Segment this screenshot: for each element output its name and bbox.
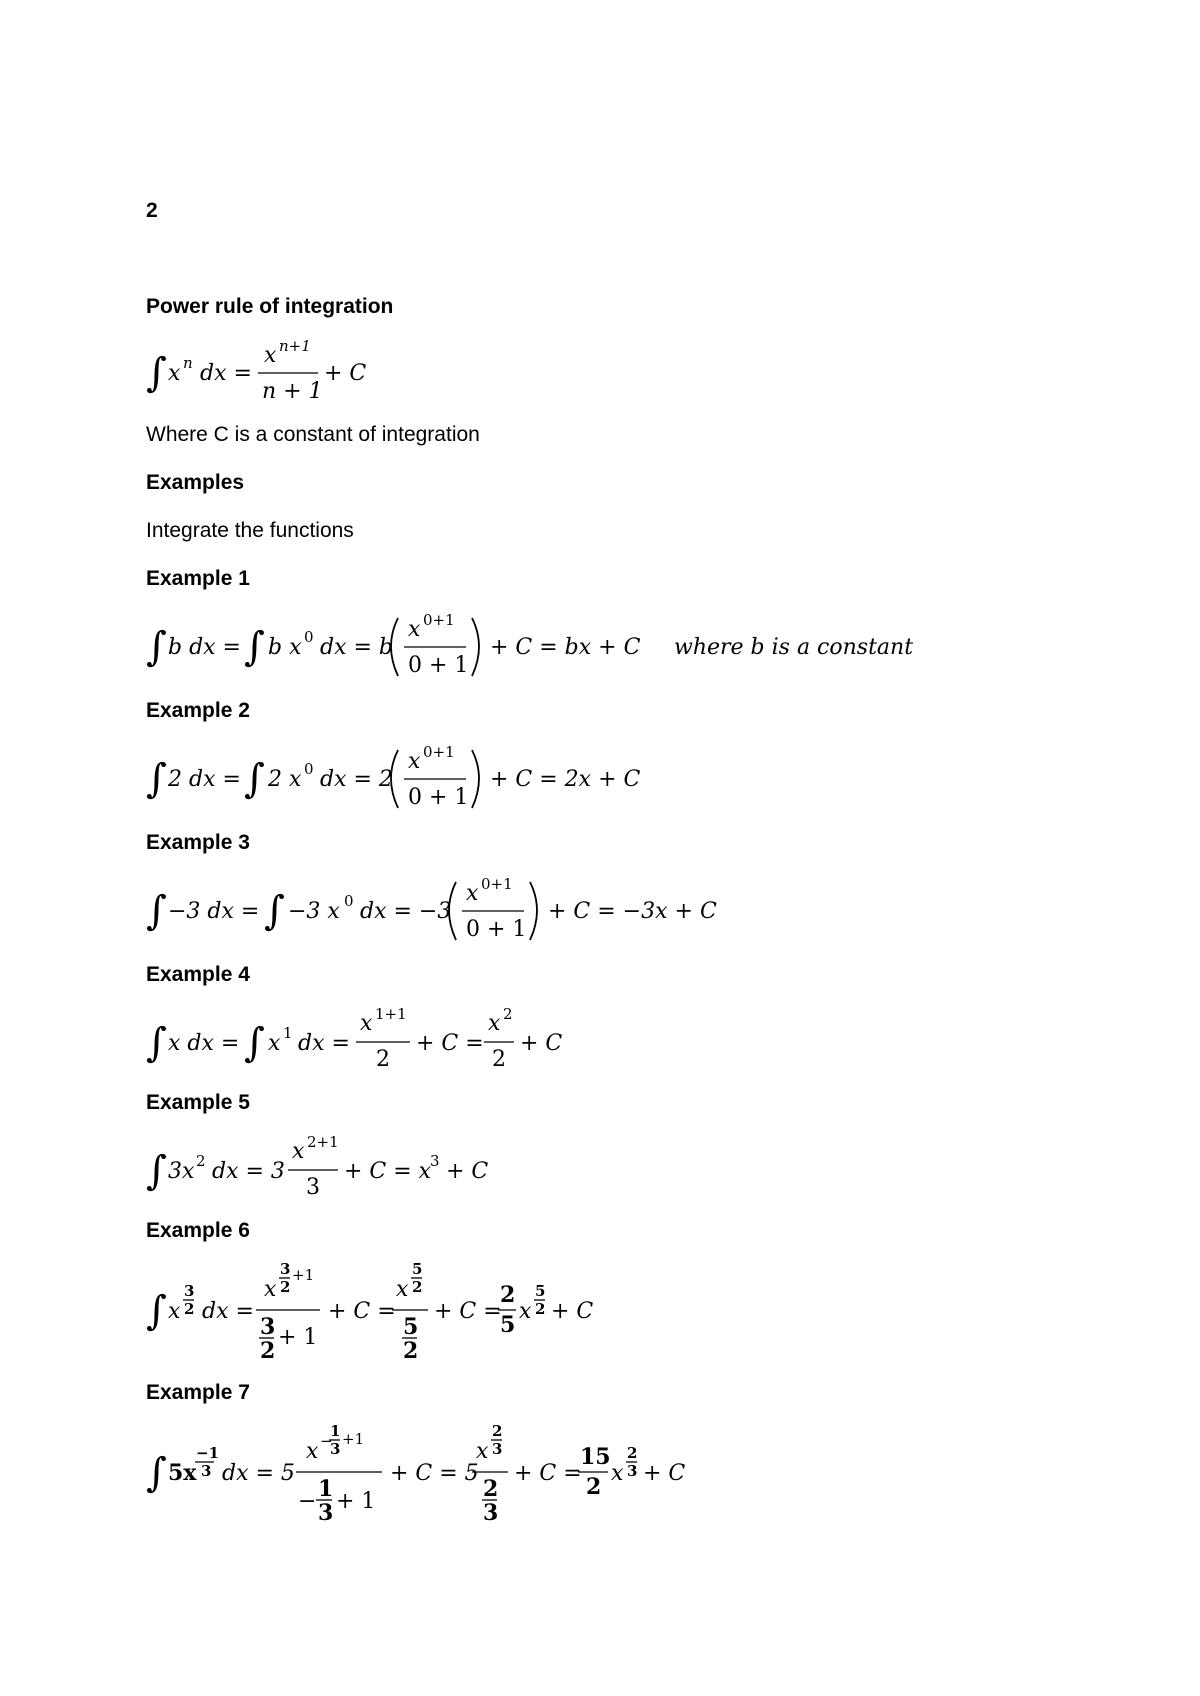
integrand-exponent: n xyxy=(183,354,193,372)
exponent-denominator: 3 xyxy=(492,1440,503,1458)
exponent-denominator: 2 xyxy=(412,1278,423,1296)
eq-part: −3 x xyxy=(288,899,340,924)
coefficient-denominator: 5 xyxy=(500,1312,516,1338)
eq-part: x dx = xyxy=(168,1031,240,1056)
example-6-title: Example 6 xyxy=(146,1219,250,1242)
integral-sign: ∫ xyxy=(146,756,167,802)
fraction-denominator: 3 xyxy=(306,1175,320,1200)
coefficient-denominator: 2 xyxy=(586,1474,602,1500)
eq-part: + C = xyxy=(328,1299,396,1324)
eq-part: 2 dx = xyxy=(168,767,241,792)
eq-part: x xyxy=(268,1031,281,1056)
example-5-equation xyxy=(146,1132,566,1208)
integral-sign: ∫ xyxy=(146,1020,167,1066)
numerator-exponent: n+1 xyxy=(279,337,311,355)
exponent-numerator: 5 xyxy=(535,1282,546,1300)
denominator-denominator: 3 xyxy=(483,1500,499,1526)
integral-sign: ∫ xyxy=(264,888,285,934)
instruction-text: Integrate the functions xyxy=(146,519,354,542)
eq-part: 3x xyxy=(168,1159,195,1184)
exponent: 0 xyxy=(304,760,314,778)
eq-part: 2 x xyxy=(268,767,302,792)
fraction-numerator-x: x xyxy=(264,1277,277,1302)
exponent: 3 xyxy=(430,1152,440,1170)
exponent-numerator: 2 xyxy=(627,1444,638,1462)
exponent-numerator: 1 xyxy=(330,1422,341,1440)
eq-part: b dx = xyxy=(168,635,241,660)
fraction-numerator-x: x xyxy=(476,1439,489,1464)
numerator-exponent: 0+1 xyxy=(481,875,513,893)
eq-part: dx = 3 xyxy=(212,1159,285,1184)
exponent-denominator: 2 xyxy=(280,1278,291,1296)
fraction-numerator-x: x xyxy=(396,1277,409,1302)
exponent-tail: +1 xyxy=(292,1266,315,1284)
exponent-numerator: 2 xyxy=(492,1422,503,1440)
eq-part: + C xyxy=(643,1461,686,1486)
fraction-numerator: x xyxy=(408,749,421,774)
example-7-title: Example 7 xyxy=(146,1381,250,1404)
exponent: 0 xyxy=(304,628,314,646)
exponent: 2 xyxy=(196,1152,206,1170)
example-7-equation xyxy=(146,1420,706,1524)
eq-part: + C = bx + C xyxy=(490,635,641,660)
exponent-numerator: 5 xyxy=(412,1260,423,1278)
exponent: 1 xyxy=(283,1024,293,1042)
fraction-denominator: 0 + 1 xyxy=(408,785,469,810)
eq-part: + C = 5 xyxy=(390,1461,479,1486)
exponent-sign: − xyxy=(320,1432,333,1450)
plus-c: + C xyxy=(324,361,367,386)
constant-note: Where C is a constant of integration xyxy=(146,423,480,446)
example-1-equation xyxy=(146,608,926,684)
right-paren xyxy=(530,882,537,940)
exponent-numerator: −1 xyxy=(196,1444,220,1462)
exponent-denominator: 3 xyxy=(201,1462,212,1480)
integral-sign: ∫ xyxy=(146,1148,167,1194)
right-paren xyxy=(472,618,479,676)
fraction-denominator: 0 + 1 xyxy=(408,653,469,678)
integrand: x xyxy=(168,361,181,386)
example-6-equation xyxy=(146,1258,606,1362)
dx-equals: dx = xyxy=(200,361,252,386)
eq-part: dx = xyxy=(202,1299,254,1324)
base-x: x xyxy=(519,1299,532,1324)
example-2-title: Example 2 xyxy=(146,699,250,722)
eq-part: + C = xyxy=(434,1299,502,1324)
exponent-denominator: 2 xyxy=(535,1300,546,1318)
example-5-title: Example 5 xyxy=(146,1091,250,1114)
eq-part: dx = 2 xyxy=(320,767,393,792)
fraction-denominator: 2 xyxy=(376,1047,390,1072)
exponent-numerator: 3 xyxy=(280,1260,291,1278)
fraction-numerator-x: x xyxy=(306,1439,319,1464)
integral-sign: ∫ xyxy=(146,350,167,396)
eq-part: −3 dx = xyxy=(168,899,260,924)
denominator-tail: + 1 xyxy=(278,1325,318,1350)
eq-part: dx = −3 xyxy=(360,899,452,924)
fraction-denominator: 0 + 1 xyxy=(466,917,527,942)
integral-sign: ∫ xyxy=(244,1020,265,1066)
eq-part: + C = −3x + C xyxy=(548,899,717,924)
denominator-numerator: 3 xyxy=(260,1314,276,1340)
denominator-denominator: 2 xyxy=(260,1338,276,1364)
base-x: x xyxy=(168,1299,181,1324)
integral-sign: ∫ xyxy=(146,888,167,934)
eq-part: b x xyxy=(268,635,302,660)
denominator-denominator: 3 xyxy=(318,1500,334,1526)
eq-part: 5x xyxy=(168,1460,197,1486)
fraction-denominator: n + 1 xyxy=(262,379,323,404)
eq-part: + C xyxy=(551,1299,594,1324)
examples-heading: Examples xyxy=(146,471,245,494)
example-1-title: Example 1 xyxy=(146,567,250,590)
numerator-exponent: 2 xyxy=(503,1005,513,1023)
coefficient-numerator: 15 xyxy=(580,1444,611,1470)
eq-part: dx = b xyxy=(320,635,393,660)
exponent-numerator: 3 xyxy=(184,1282,195,1300)
example-2-equation xyxy=(146,740,666,816)
denominator-numerator: 2 xyxy=(483,1476,499,1502)
fraction-denominator: 2 xyxy=(492,1047,506,1072)
constant-note: where b is a constant xyxy=(674,635,914,660)
eq-part: + C xyxy=(446,1159,489,1184)
example-3-title: Example 3 xyxy=(146,831,250,854)
numerator-exponent: 1+1 xyxy=(375,1005,407,1023)
fraction-numerator: x xyxy=(292,1139,305,1164)
fraction-numerator: x xyxy=(264,343,277,368)
integral-sign: ∫ xyxy=(244,624,265,670)
eq-part: + C = 2x + C xyxy=(490,767,641,792)
fraction-numerator: x xyxy=(408,617,421,642)
denominator-sign: − xyxy=(298,1489,317,1514)
denominator-tail: + 1 xyxy=(336,1489,376,1514)
fraction-numerator: x xyxy=(488,1011,501,1036)
exponent-denominator: 2 xyxy=(184,1300,195,1318)
eq-part: dx = xyxy=(298,1031,350,1056)
integral-sign: ∫ xyxy=(146,624,167,670)
numerator-exponent: 2+1 xyxy=(307,1133,339,1151)
integral-sign: ∫ xyxy=(146,1288,167,1334)
power-rule-equation xyxy=(146,338,406,408)
exponent-denominator: 3 xyxy=(627,1462,638,1480)
right-paren xyxy=(472,750,479,808)
example-4-equation xyxy=(146,1004,606,1080)
fraction-numerator: x xyxy=(360,1011,373,1036)
eq-part: + C xyxy=(520,1031,563,1056)
exponent: 0 xyxy=(344,892,354,910)
denominator-numerator: 1 xyxy=(318,1476,334,1502)
numerator-exponent: 0+1 xyxy=(423,611,455,629)
eq-part: dx = 5 xyxy=(222,1461,295,1486)
integral-sign: ∫ xyxy=(146,1450,167,1496)
page-title: Power rule of integration xyxy=(146,295,394,318)
coefficient-numerator: 2 xyxy=(500,1282,516,1308)
denominator-numerator: 5 xyxy=(403,1314,419,1340)
base-x: x xyxy=(611,1461,624,1486)
exponent-denominator: 3 xyxy=(330,1440,341,1458)
exponent-tail: +1 xyxy=(342,1430,365,1448)
numerator-exponent: 0+1 xyxy=(423,743,455,761)
eq-part: + C = xyxy=(514,1461,582,1486)
denominator-denominator: 2 xyxy=(403,1338,419,1364)
eq-part: + C = xyxy=(416,1031,484,1056)
example-3-equation xyxy=(146,872,746,948)
fraction-numerator: x xyxy=(466,881,479,906)
eq-part: + C = x xyxy=(344,1159,432,1184)
example-4-title: Example 4 xyxy=(146,963,250,986)
integral-sign: ∫ xyxy=(244,756,265,802)
page-number: 2 xyxy=(146,199,158,222)
